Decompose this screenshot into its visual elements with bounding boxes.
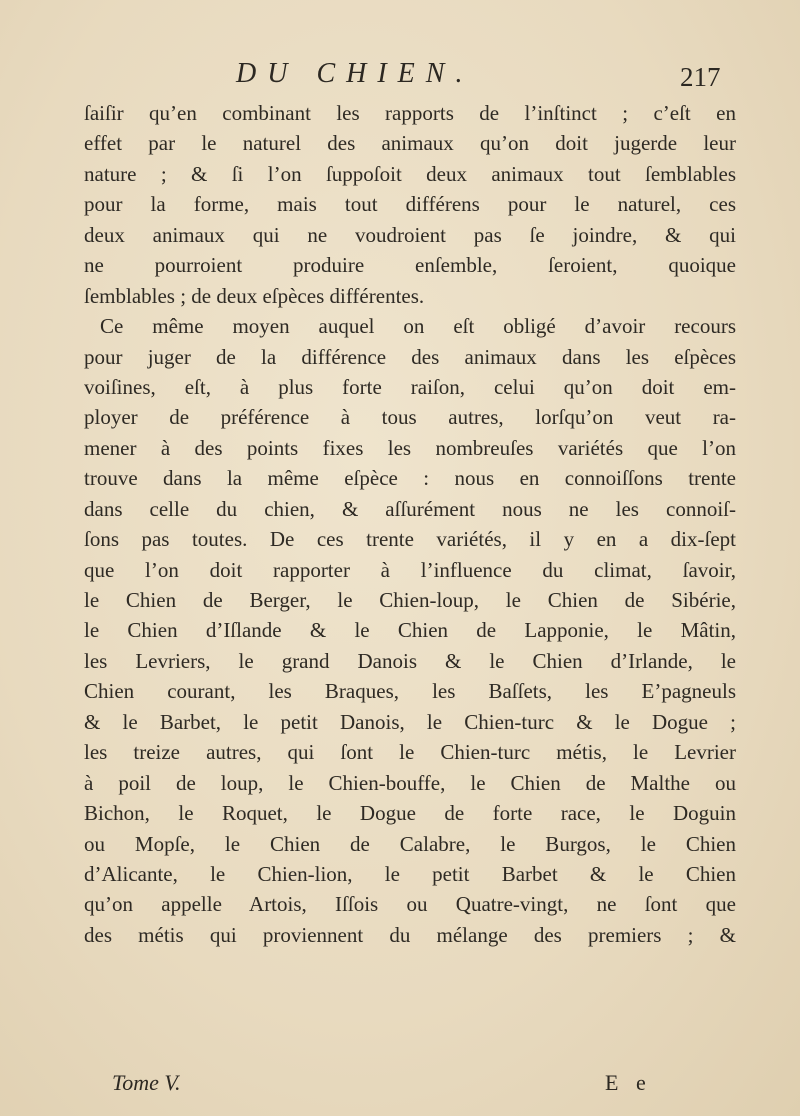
text-line: les treize autres, qui ſont le Chien-turc métis, le Levrier <box>84 740 736 765</box>
text-line: ſemblables ; de deux eſpèces différentes. <box>84 283 425 308</box>
text-line: Bichon, le Roquet, le Dogue de forte race, le Doguin <box>84 801 736 826</box>
text-line: le Chien de Berger, le Chien-loup, le Chien de Sibérie, <box>84 588 736 612</box>
text-line: ou Mopſe, le Chien de Calabre, le Burgos, le Chien <box>84 831 736 856</box>
text-line: que l’on doit rapporter à l’influence du climat, ſavoir, <box>84 557 736 582</box>
text-line: ployer de préférence à tous autres, lorſqu’on veut ra- <box>84 405 736 430</box>
text-line: effet par le naturel des animaux qu’on doit jugerde leur <box>84 131 736 156</box>
text-line: deux animaux qui ne voudroient pas ſe joindre, & qui <box>84 222 736 247</box>
signature-mark: E e <box>605 1070 652 1095</box>
text-line: ſons pas toutes. De ces trente variétés, il y en a dix-ſept <box>84 527 736 552</box>
page-footer <box>0 1070 800 1104</box>
text-line: des métis qui proviennent du mélange des premiers ; & <box>84 922 736 947</box>
text-line: nature ; & ſi l’on ſuppoſoit deux animaux tout ſemblables <box>84 161 736 186</box>
text-line: pour juger de la différence des animaux dans les eſpèces <box>84 344 736 369</box>
page-header <box>0 58 800 98</box>
text-line: d’Alicante, le Chien-lion, le petit Barbet & le Chien <box>84 861 736 886</box>
text-line: le Chien d’Iſlande & le Chien de Lapponie, le Mâtin, <box>84 618 736 643</box>
text-line: qu’on appelle Artois, Iſſois ou Quatre-vingt, ne ſont que <box>84 892 736 917</box>
text-line: & le Barbet, le petit Danois, le Chien-turc & le Dogue ; <box>84 709 736 734</box>
text-line: pour la forme, mais tout différens pour le naturel, ces <box>84 192 736 217</box>
text-line: dans celle du chien, & aſſurément nous ne les connoiſ- <box>84 496 736 521</box>
text-line: trouve dans la même eſpèce : nous en connoiſſons trente <box>84 466 736 491</box>
body-text <box>84 98 736 950</box>
text-line: voiſines, eſt, à plus forte raiſon, celui qu’on doit em- <box>84 374 736 399</box>
text-line: Ce même moyen auquel on eſt obligé d’avoir recours <box>100 314 736 339</box>
text-line: ſaiſir qu’en combinant les rapports de l’inſtinct ; c’eſt en <box>84 101 736 125</box>
text-line: mener à des points fixes les nombreuſes variétés que l’on <box>84 435 736 460</box>
text-line: Chien courant, les Braques, les Baſſets, les E’pagneuls <box>84 679 736 704</box>
running-title: DU CHIEN. <box>236 58 474 89</box>
text-line: les Levriers, le grand Danois & le Chien d’Irlande, le <box>84 648 736 673</box>
text-line: à poil de loup, le Chien-bouffe, le Chien de Malthe ou <box>84 770 736 795</box>
text-line: ne pourroient produire enſemble, ſeroient, quoique <box>84 253 736 278</box>
page-number: 217 <box>680 62 721 92</box>
volume-label: Tome V. <box>112 1070 181 1095</box>
